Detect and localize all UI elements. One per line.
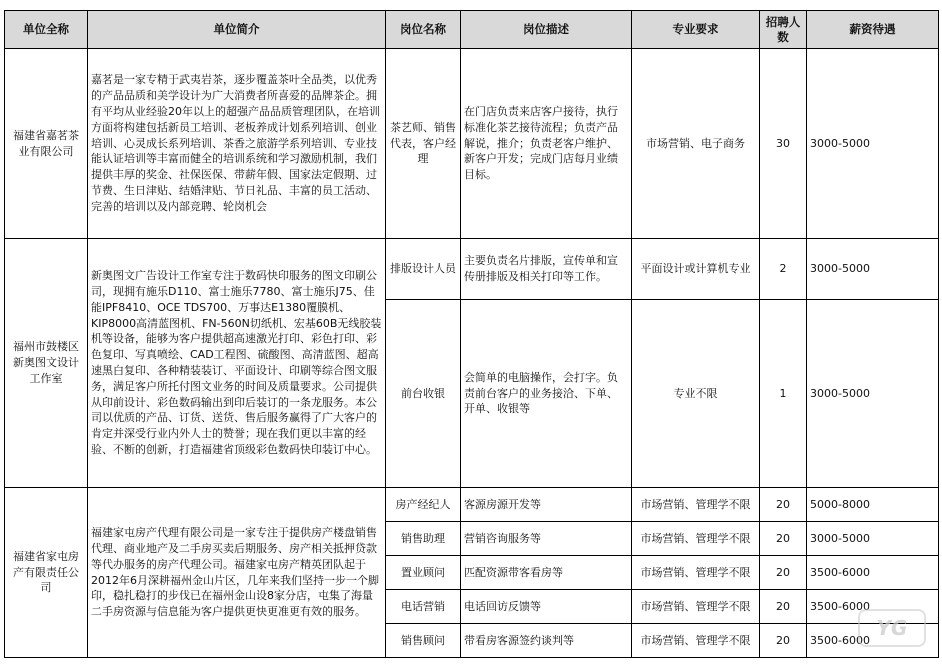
job-count: 20 [760, 556, 807, 590]
job-major: 市场营销、管理学不限 [632, 522, 760, 556]
col-header-company: 单位全称 [5, 11, 88, 49]
job-salary: 3500-6000 [807, 590, 939, 624]
job-major: 专业不限 [632, 300, 760, 488]
table-row [5, 49, 939, 239]
job-description: 带看房客源签约谈判等 [461, 624, 632, 658]
company-name: 福建省嘉茗茶业有限公司 [5, 49, 88, 239]
job-major: 市场营销、管理学不限 [632, 624, 760, 658]
job-salary: 3000-5000 [807, 49, 939, 239]
col-header-position: 岗位名称 [386, 11, 461, 49]
job-count: 20 [760, 590, 807, 624]
job-major: 市场营销、管理学不限 [632, 556, 760, 590]
job-major: 平面设计或计算机专业 [632, 239, 760, 300]
job-major: 市场营销、管理学不限 [632, 488, 760, 522]
company-name: 福州市鼓楼区新奥图文设计工作室 [5, 239, 88, 488]
col-header-salary: 薪资待遇 [807, 11, 939, 49]
watermark-logo-icon: YG [858, 609, 926, 647]
col-header-intro: 单位简介 [88, 11, 386, 49]
job-title: 销售助理 [386, 522, 461, 556]
job-salary: 3000-5000 [807, 239, 939, 300]
job-title: 销售顾问 [386, 624, 461, 658]
job-salary: 5000-8000 [807, 488, 939, 522]
job-title: 房产经纪人 [386, 488, 461, 522]
job-title: 茶艺师、销售代表，客户经理 [386, 49, 461, 239]
job-description: 匹配资源带客看房等 [461, 556, 632, 590]
company-intro: 嘉茗是一家专精于武夷岩茶，逐步覆盖茶叶全品类，以优秀的产品品质和美学设计为广大消费者所喜爱的品牌茶企。拥有平均从业经验20年以上的超强产品品质管理团队，在培训方面将构建包括新员工培训、老板养成计划系列培训、创业培训、心灵成长系列培训、茶香之旅游学系列培训、专业技能认证培训等丰富而健全的培训系统和学习激励机制，我们提供丰厚的奖金、社保医保、带薪年假、国家法定假期、过节费、生日津贴、结婚津贴、节日礼品、丰富的员工活动、完善的培训以及内部竞聘、轮岗机会 [88, 49, 386, 239]
recruitment-table [4, 10, 939, 658]
company-name: 福建省家屯房产有限责任公司 [5, 488, 88, 658]
table-row [5, 239, 939, 300]
job-major: 市场营销、电子商务 [632, 49, 760, 239]
job-description: 会简单的电脑操作，会打字。负责前台客户的业务接洽、下单、开单、收银等 [461, 300, 632, 488]
job-description: 营销咨询服务等 [461, 522, 632, 556]
job-salary: 3500-6000 [807, 556, 939, 590]
job-count: 30 [760, 49, 807, 239]
col-header-description: 岗位描述 [461, 11, 632, 49]
job-salary: 3500-6000 [807, 624, 939, 658]
job-description: 在门店负责来店客户接待，执行标准化茶艺接待流程；负责产品解说，推介；负责老客户维护、新客户开发；完成门店每月业绩目标。 [461, 49, 632, 239]
job-major: 市场营销、管理学不限 [632, 590, 760, 624]
job-count: 2 [760, 239, 807, 300]
company-intro: 福建家屯房产代理有限公司是一家专注于提供房产楼盘销售代理、商业地产及二手房买卖后期服务、房产相关抵押贷款等代办服务的房产代理公司。福建家屯房产精英团队起于2012年6月深耕福州金山片区，几年来我们坚持一步一个脚印，稳扎稳打的步伐已在福州金山设8家分店，屯集了海量二手房资源与信息能为客户提供更快更准更有效的服务。 [88, 488, 386, 658]
header-row [5, 11, 939, 49]
job-title: 排版设计人员 [386, 239, 461, 300]
job-title: 电话营销 [386, 590, 461, 624]
job-title: 前台收银 [386, 300, 461, 488]
job-count: 20 [760, 522, 807, 556]
table-row [5, 488, 939, 522]
col-header-count: 招聘人数 [760, 11, 807, 49]
job-description: 电话回访反馈等 [461, 590, 632, 624]
job-description: 客源房源开发等 [461, 488, 632, 522]
job-salary: 3000-5000 [807, 300, 939, 488]
job-title: 置业顾问 [386, 556, 461, 590]
job-salary: 3000-5000 [807, 522, 939, 556]
job-count: 20 [760, 488, 807, 522]
col-header-major: 专业要求 [632, 11, 760, 49]
job-description: 主要负责名片排版，宣传单和宣传册排版及相关打印等工作。 [461, 239, 632, 300]
job-count: 20 [760, 624, 807, 658]
company-intro: 新奥图文广告设计工作室专注于数码快印服务的图文印刷公司，现拥有施乐D110、富士施乐7780、富士施乐J75、佳能IPF8410、OCE TDS700、万事达E1380覆膜机、KIP8000高清蓝图机、FN-560N切纸机、宏基60B无线胶装机等设备，能够为客户提供超高速激光打印、彩色打印、彩色复印、写真喷绘、CAD工程图、硫酸图、高清蓝图、超高速黑白复印、各种精装装订、平面设计、印刷等综合图文服务，满足客户所托付图文业务的时间及质量要求。公司提供从印前设计、彩色数码输出到印后装订的一条龙服务。本公司以优质的产品、订货、送货、售后服务赢得了广大客户的肯定并深受行业内外人士的赞誉；现在我们更以丰富的经验、不断的创新，打造福建省顶级彩色数码快印装订中心。 [88, 239, 386, 488]
job-count: 1 [760, 300, 807, 488]
